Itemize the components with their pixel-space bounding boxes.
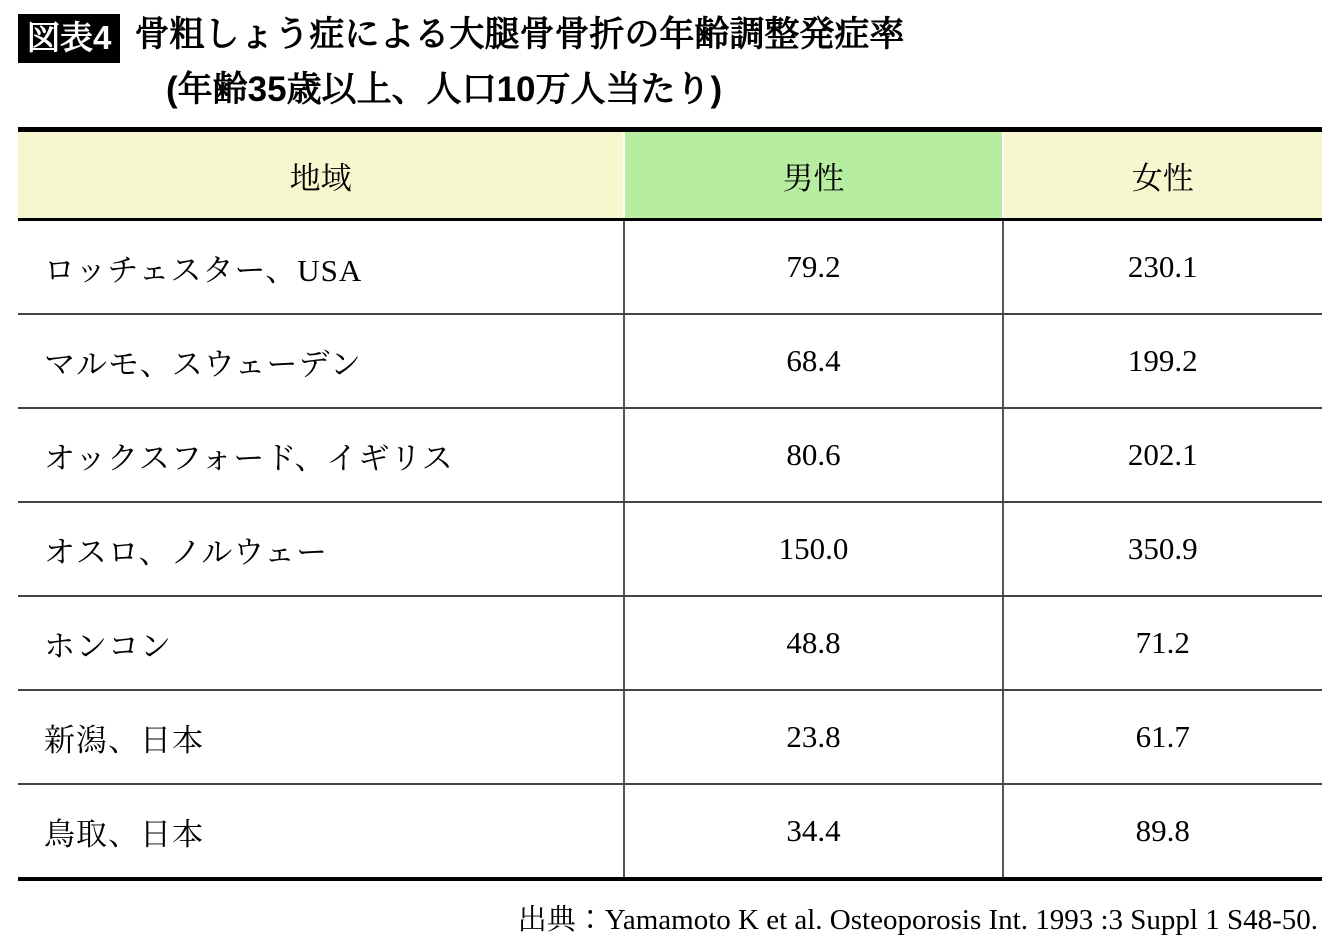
- cell-region: オスロ、ノルウェー: [18, 502, 624, 596]
- cell-male: 150.0: [624, 502, 1002, 596]
- cell-region: オックスフォード、イギリス: [18, 408, 624, 502]
- page-title: 骨粗しょう症による大腿骨骨折の年齢調整発症率: [134, 15, 905, 54]
- column-header-male: 男性: [624, 132, 1002, 220]
- cell-male: 68.4: [624, 314, 1002, 408]
- title-line: [18, 14, 1340, 63]
- cell-male: 48.8: [624, 596, 1002, 690]
- table-row: [18, 596, 1322, 690]
- cell-male: 79.2: [624, 220, 1002, 315]
- cell-female: 199.2: [1003, 314, 1322, 408]
- table-row: [18, 784, 1322, 877]
- cell-female: 230.1: [1003, 220, 1322, 315]
- table-header: [18, 132, 1322, 220]
- table-row: [18, 220, 1322, 315]
- cell-male: 23.8: [624, 690, 1002, 784]
- table-row: [18, 690, 1322, 784]
- table-row: [18, 314, 1322, 408]
- column-header-region: 地域: [18, 132, 624, 220]
- column-header-female: 女性: [1003, 132, 1322, 220]
- table-body: [18, 220, 1322, 878]
- table-header-row: [18, 132, 1322, 220]
- cell-region: ホンコン: [18, 596, 624, 690]
- cell-female: 61.7: [1003, 690, 1322, 784]
- data-table: [18, 132, 1322, 877]
- cell-region: マルモ、スウェーデン: [18, 314, 624, 408]
- cell-region: 新潟、日本: [18, 690, 624, 784]
- cell-male: 34.4: [624, 784, 1002, 877]
- data-table-wrapper: [18, 127, 1322, 881]
- page-subtitle: (年齢35歳以上、人口10万人当たり): [166, 70, 723, 109]
- table-row: [18, 502, 1322, 596]
- cell-male: 80.6: [624, 408, 1002, 502]
- cell-female: 71.2: [1003, 596, 1322, 690]
- cell-female: 89.8: [1135, 813, 1190, 848]
- figure-badge: 図表4: [18, 14, 120, 63]
- title-block: [0, 0, 1340, 111]
- table-row: [18, 408, 1322, 502]
- source-note: 出典：Yamamoto K et al. Osteoporosis Int. 1993 :3 Suppl 1 S48-50.: [517, 904, 1318, 936]
- cell-female: 350.9: [1003, 502, 1322, 596]
- cell-region: ロッチェスター、USA: [18, 220, 624, 315]
- cell-region: 鳥取、日本: [44, 816, 204, 852]
- cell-female: 202.1: [1003, 408, 1322, 502]
